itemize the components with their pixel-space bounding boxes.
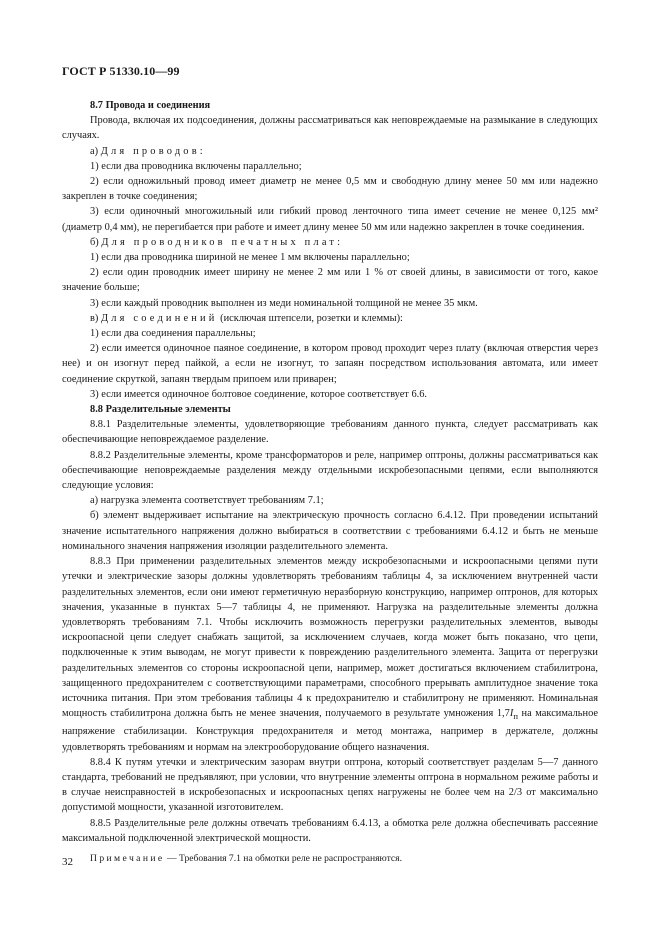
current-symbol: I [509, 708, 514, 720]
list-item: 3) если имеется одиночное болтовое соединение, которое соответствует 6.6. [90, 388, 428, 400]
paragraph: 8.8.4 К путям утечки и электрическим зазорам внутри оптрона, который соответствует разделам 5—7 данного стандарта, требований не предъявляют, при условии, что внутренние элементы оптрона в нормальном режиме работы и в случае неисправностей в искробезопасных и искроопасных цепях нагружены не более чем на 2/3 от максимально допустимой мощности, указанной изготовителем. [62, 756, 598, 814]
section-heading-separators: 8.8 Разделительные элементы [90, 404, 231, 416]
list-item: 2) если один проводник имеет ширину не менее 2 мм или 1 % от своей длины, в зависимости от того, какое значение больше; [62, 267, 598, 294]
list-marker: б) [90, 236, 99, 248]
paragraph: 8.8.2 Разделительные элементы, кроме трансформаторов и реле, например оптроны, должны рассматриваться как обеспечивающие неповреждаемые разделения между отдельными искробезопасными цепями, если выполняются следующие условия: [62, 449, 598, 492]
list-item: б) элемент выдерживает испытание на электрическую прочность согласно 6.4.12. При проведении испытаний значение испытательного напряжения должно выбираться в соответствии с требованиями 6.4.12 и быть не меньше номинального значения напряжения изоляции разделительного элемента. [62, 510, 598, 552]
page-number: 32 [62, 856, 73, 868]
list-item: 1) если два проводника шириной не менее 1 мм включены параллельно; [90, 252, 410, 264]
list-marker: в) [90, 312, 99, 324]
spaced-heading: Для проводников печатных плат: [101, 236, 344, 248]
list-heading-pcb [62, 235, 598, 250]
paragraph: 8.8.1 Разделительные элементы, удовлетворяющие требованиям данного пункта, следует рассматривать как обеспечивающие неповреждаемое разделение. [62, 419, 598, 446]
paragraph: 8.8.5 Разделительные реле должны отвечать требованиям 6.4.13, а обмотка реле должна обеспечивать рассеяние максимальной подключенной электрической мощности. [62, 817, 598, 844]
list-item: 3) если каждый проводник выполнен из меди номинальной толщиной не менее 35 мкм. [90, 297, 478, 309]
list-item: 1) если два соединения параллельны; [90, 328, 256, 340]
list-heading-connections [62, 311, 598, 326]
spaced-heading: Для проводов: [100, 145, 206, 157]
standard-header: ГОСТ Р 51330.10—99 [62, 64, 180, 78]
section-heading-wires: 8.7 Провода и соединения [90, 100, 211, 111]
list-item: 2) если одножильный провод имеет диаметр не менее 0,5 мм и свободную длину менее 50 мм или надежно закреплен в точке соединения; [62, 176, 598, 203]
note-text: — Требования 7.1 на обмотки реле не распространяются. [164, 853, 402, 865]
list-item: 2) если имеется одиночное паяное соединение, в котором провод проходит через плату (включая отверстия через нее) и он изогнут перед пайкой, а если не изогнут, то запаян посредством использования автомата, или имеет соединение скруткой, запаян твердым припоем или приварен; [62, 343, 598, 385]
paragraph [62, 554, 598, 755]
text-run: на максимальное напряжение стабилизации. Конструкция предохранителя и метод монтажа, например в держателе, должны удовлетворять требованиям и нормам на электрооборудование общего назначения. [62, 708, 598, 753]
spaced-heading: Для соединений [100, 312, 218, 324]
note [62, 851, 598, 866]
text-run: 8.8.3 При применении разделительных элементов между искробезопасными и искроопасными цепями пути утечки и электрические зазоры должны удовлетворять требованиям таблицы 4, за исключением внутренней части разделительных элементов, если они имеют герметичную неразборную конструкцию, например оптронов, для которых значения, указанные в пунктах 5—7 таблицы 4, не применяют. Нагрузка на разделительные элементы должна удовлетворять требованиям 7.1. Чтобы исключить возможность перегрузки разделительных элементов, выводы искроопасной цепи следует снабжать защитой, за исключением случаев, когда может быть показано, что цепи, подключенные к этим выводам, не могут привести к повреждению разделительного элемента. Защита от перегрузки разделительных элементов со стороны искроопасной цепи, например, может достигаться включением стабилитрона, защищенного предохранителем с соответствующими параметрами, способного прерывать амплитудное значение тока источника питания. При этом требования таблицы 4 к предохранителю и стабилитрону не применяют. Номинальная мощность стабилитрона должна быть не менее значения, получаемого в результате умножения 1,7 [62, 556, 598, 720]
document-body [62, 98, 598, 866]
list-marker: а) [90, 145, 99, 157]
current-subscript: п [513, 711, 518, 722]
list-item: 3) если одиночный многожильный или гибкий провод ленточного типа имеет сечение не менее 0,125 мм² (диаметр 0,4 мм), не перегибается при работе и имеет длину менее 50 мм или надежно закреплен в точке соединения. [62, 206, 598, 233]
note-label: Примечание [90, 853, 165, 865]
list-item: а) нагрузка элемента соответствует требованиям 7.1; [90, 495, 324, 507]
list-heading-wires [62, 144, 598, 159]
paragraph: Провода, включая их подсоединения, должны рассматриваться как неповреждаемые на размыкание в следующих случаях. [62, 115, 598, 142]
heading-suffix: (исключая штепсели, розетки и клеммы): [217, 312, 403, 324]
list-item: 1) если два проводника включены параллельно; [90, 160, 302, 172]
